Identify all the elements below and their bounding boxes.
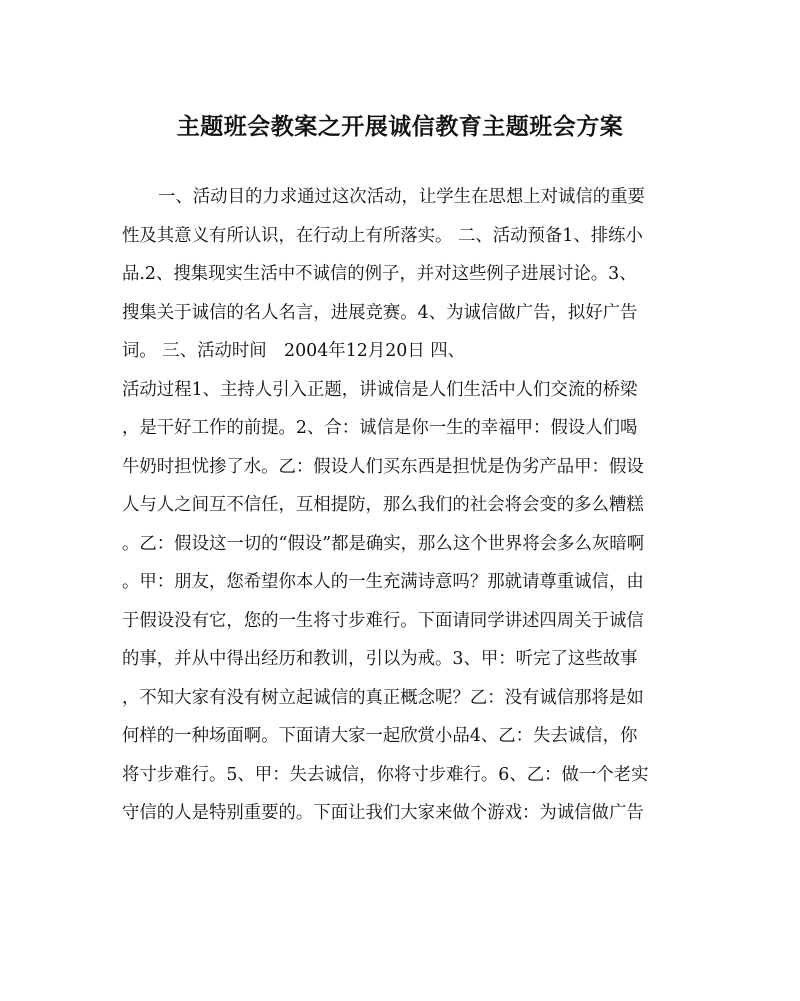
body-line: 品.2、搜集现实生活中不诚信的例子，并对这些例子进展讨论。3、: [122, 264, 637, 284]
body-line: 牛奶时担忧掺了水。乙：假设人们买东西是担忧是伪劣产品甲：假设: [122, 456, 644, 477]
body-line: 搜集关于诚信的名人名言，进展竞赛。4、为诚信做广告，拟好广告: [122, 302, 638, 323]
body-line: 的事，并从中得出经历和教训，引以为戒。3、甲：听完了这些故事: [122, 649, 638, 669]
body-line: ，不知大家有没有树立起诚信的真正概念呢？乙：没有诚信那将是如: [122, 687, 644, 708]
body-line: 将寸步难行。5、甲：失去诚信，你将寸步难行。6、乙：做一个老实: [122, 764, 649, 785]
body-line: 于假设没有它，您的一生将寸步难行。下面请同学讲述四周关于诚信: [122, 610, 644, 631]
body-line: 何样的一种场面啊。下面请大家一起欣赏小品4、乙：失去诚信，你: [122, 726, 638, 746]
body-line: 词。 三、活动时间 2004年12月20日 四、: [122, 341, 466, 361]
document-body: [122, 178, 682, 833]
body-line: 。乙：假设这一切的“假设”都是确实，那么这个世界将会多么灰暗啊: [122, 533, 645, 554]
document-title: 主题班会教案之开展诚信教育主题班会方案: [176, 113, 624, 140]
body-line: 性及其意义有所认识，在行动上有所落实。 二、活动预备1、排练小: [122, 225, 643, 246]
body-line: 人与人之间互不信任，互相提防，那么我们的社会将会变的多么糟糕: [122, 495, 644, 515]
body-line: ，是干好工作的前提。2、合：诚信是你一生的幸福甲：假设人们喝: [122, 418, 638, 438]
body-line: 守信的人是特别重要的。下面让我们大家来做个游戏：为诚信做广告: [122, 803, 644, 823]
body-line: 一、活动目的力求通过这次活动，让学生在思想上对诚信的重要: [158, 187, 645, 207]
body-line: 。甲：朋友，您希望你本人的一生充满诗意吗？那就请尊重诚信，由: [122, 572, 644, 592]
body-line: 活动过程1、主持人引入正题，讲诚信是人们生活中人们交流的桥梁: [122, 379, 638, 400]
